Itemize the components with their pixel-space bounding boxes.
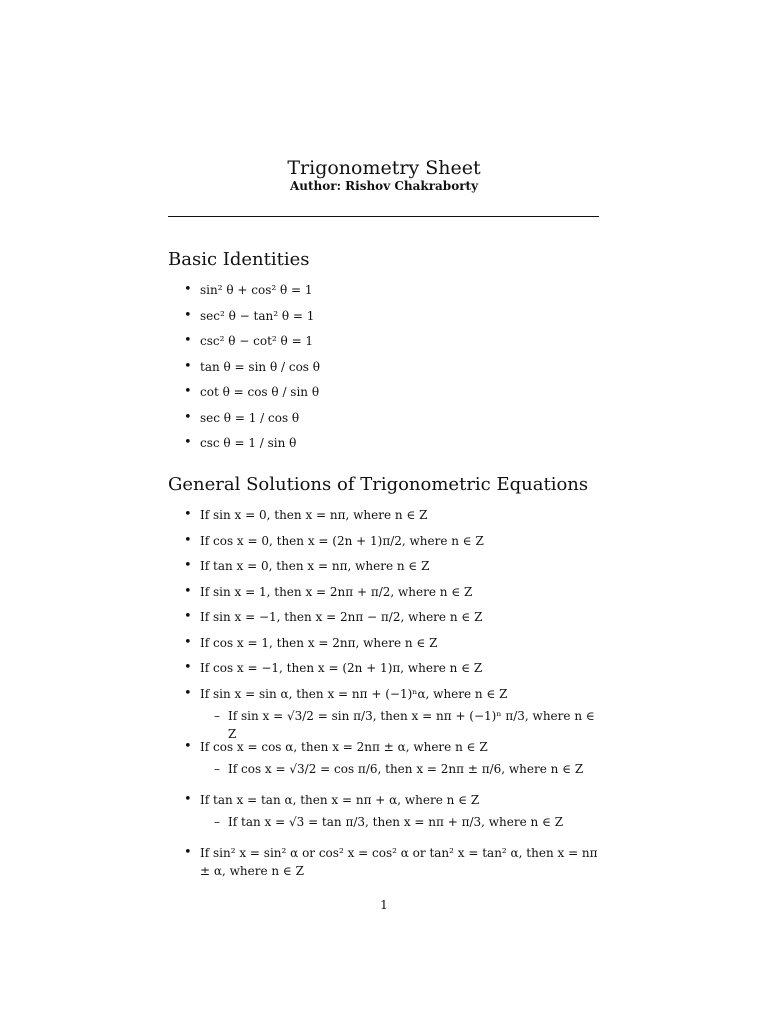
identity-item: • tan θ = sin θ / cos θ (184, 358, 604, 384)
solution-example: – If cos x = √3/2 = cos π/6, then x = 2nπ ± π/6, where n ∈ Z (200, 760, 604, 778)
solution-item: • If tan x = 0, then x = nπ, where n ∈ Z (184, 557, 604, 583)
identity-item: • sec² θ − tan² θ = 1 (184, 307, 604, 333)
section-heading-general-solutions: General Solutions of Trigonometric Equations (168, 474, 589, 495)
solution-example: – If tan x = √3 = tan π/3, then x = nπ + π/3, where n ∈ Z (200, 813, 604, 831)
solution-example: – If sin x = √3/2 = sin π/3, then x = nπ + (−1)ⁿ π/3, where n ∈ Z (200, 707, 604, 743)
solution-item: • If sin x = 1, then x = 2nπ + π/2, where n ∈ Z (184, 583, 604, 609)
identity-item: • sec θ = 1 / cos θ (184, 409, 604, 435)
solution-item-with-example (184, 685, 604, 741)
identity-item: • csc² θ − cot² θ = 1 (184, 332, 604, 358)
section-heading-basic-identities: Basic Identities (168, 249, 310, 270)
general-solutions-list (184, 506, 604, 878)
identity-item: • sin² θ + cos² θ = 1 (184, 281, 604, 307)
solution-text: • If cos x = cos α, then x = 2nπ ± α, where n ∈ Z (200, 739, 488, 754)
solution-item: • If cos x = 0, then x = (2n + 1)π/2, where n ∈ Z (184, 532, 604, 558)
solution-item-with-example (184, 738, 604, 791)
basic-identities-list (184, 281, 604, 460)
identity-item: • cot θ = cos θ / sin θ (184, 383, 604, 409)
solution-item-with-example (184, 791, 604, 844)
solution-item: • If cos x = 1, then x = 2nπ, where n ∈ Z (184, 634, 604, 660)
solution-item: • If sin x = 0, then x = nπ, where n ∈ Z (184, 506, 604, 532)
solution-text: • If sin x = sin α, then x = nπ + (−1)ⁿα, where n ∈ Z (200, 686, 508, 701)
page-number: 1 (380, 898, 388, 912)
solution-item: • If sin x = −1, then x = 2nπ − π/2, where n ∈ Z (184, 608, 604, 634)
solution-item: • If cos x = −1, then x = (2n + 1)π, where n ∈ Z (184, 659, 604, 685)
document-author: Author: Rishov Chakraborty (289, 179, 479, 193)
solution-item: • If sin² x = sin² α or cos² x = cos² α or tan² x = tan² α, then x = nπ ± α, where n ∈ Z (184, 844, 604, 878)
identity-item: • csc θ = 1 / sin θ (184, 434, 604, 460)
title-divider (168, 216, 599, 217)
solution-text: • If tan x = tan α, then x = nπ + α, where n ∈ Z (200, 792, 480, 807)
document-title: Trigonometry Sheet (287, 157, 481, 179)
